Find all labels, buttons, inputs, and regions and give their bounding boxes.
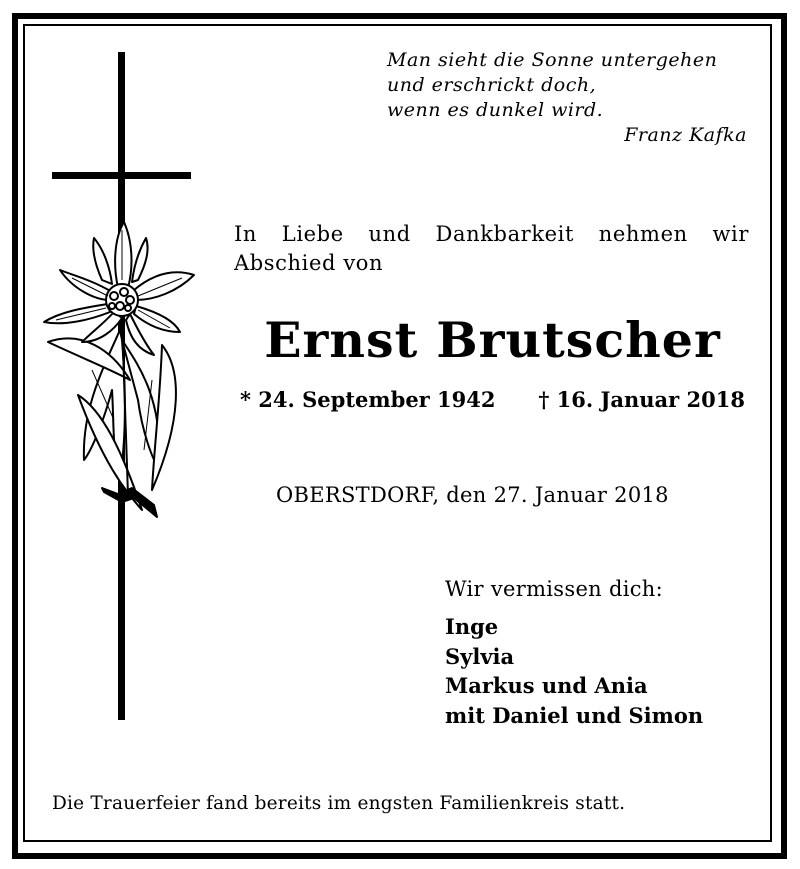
intro-text: In Liebe und Dankbarkeit nehmen wir Abschied von [234,222,749,275]
quote-line: und erschrickt doch, [387,74,597,96]
kafka-quote [387,48,747,148]
place-date: OBERSTDORF, den 27. Januar 2018 [276,483,669,507]
birth-date: * 24. September 1942 [240,387,496,412]
cross-bar [52,172,191,179]
quote-author: Franz Kafka [624,124,747,146]
family-list [445,612,703,730]
family-member: Sylvia [445,643,515,669]
deceased-name: Ernst Brutscher [264,311,721,369]
quote-line: wenn es dunkel wird. [387,99,604,121]
footer-note: Die Trauerfeier fand bereits im engsten Familienkreis statt. [52,793,626,814]
family-member: mit Daniel und Simon [445,702,704,728]
miss-text: Wir vermissen dich: [445,577,664,601]
family-member: Markus und Ania [445,673,648,698]
quote-line: Man sieht die Sonne untergehen [387,49,718,71]
family-member: Inge [445,614,499,639]
edelweiss-icon [42,220,202,530]
death-date: † 16. Januar 2018 [538,387,745,412]
life-dates [240,384,745,416]
